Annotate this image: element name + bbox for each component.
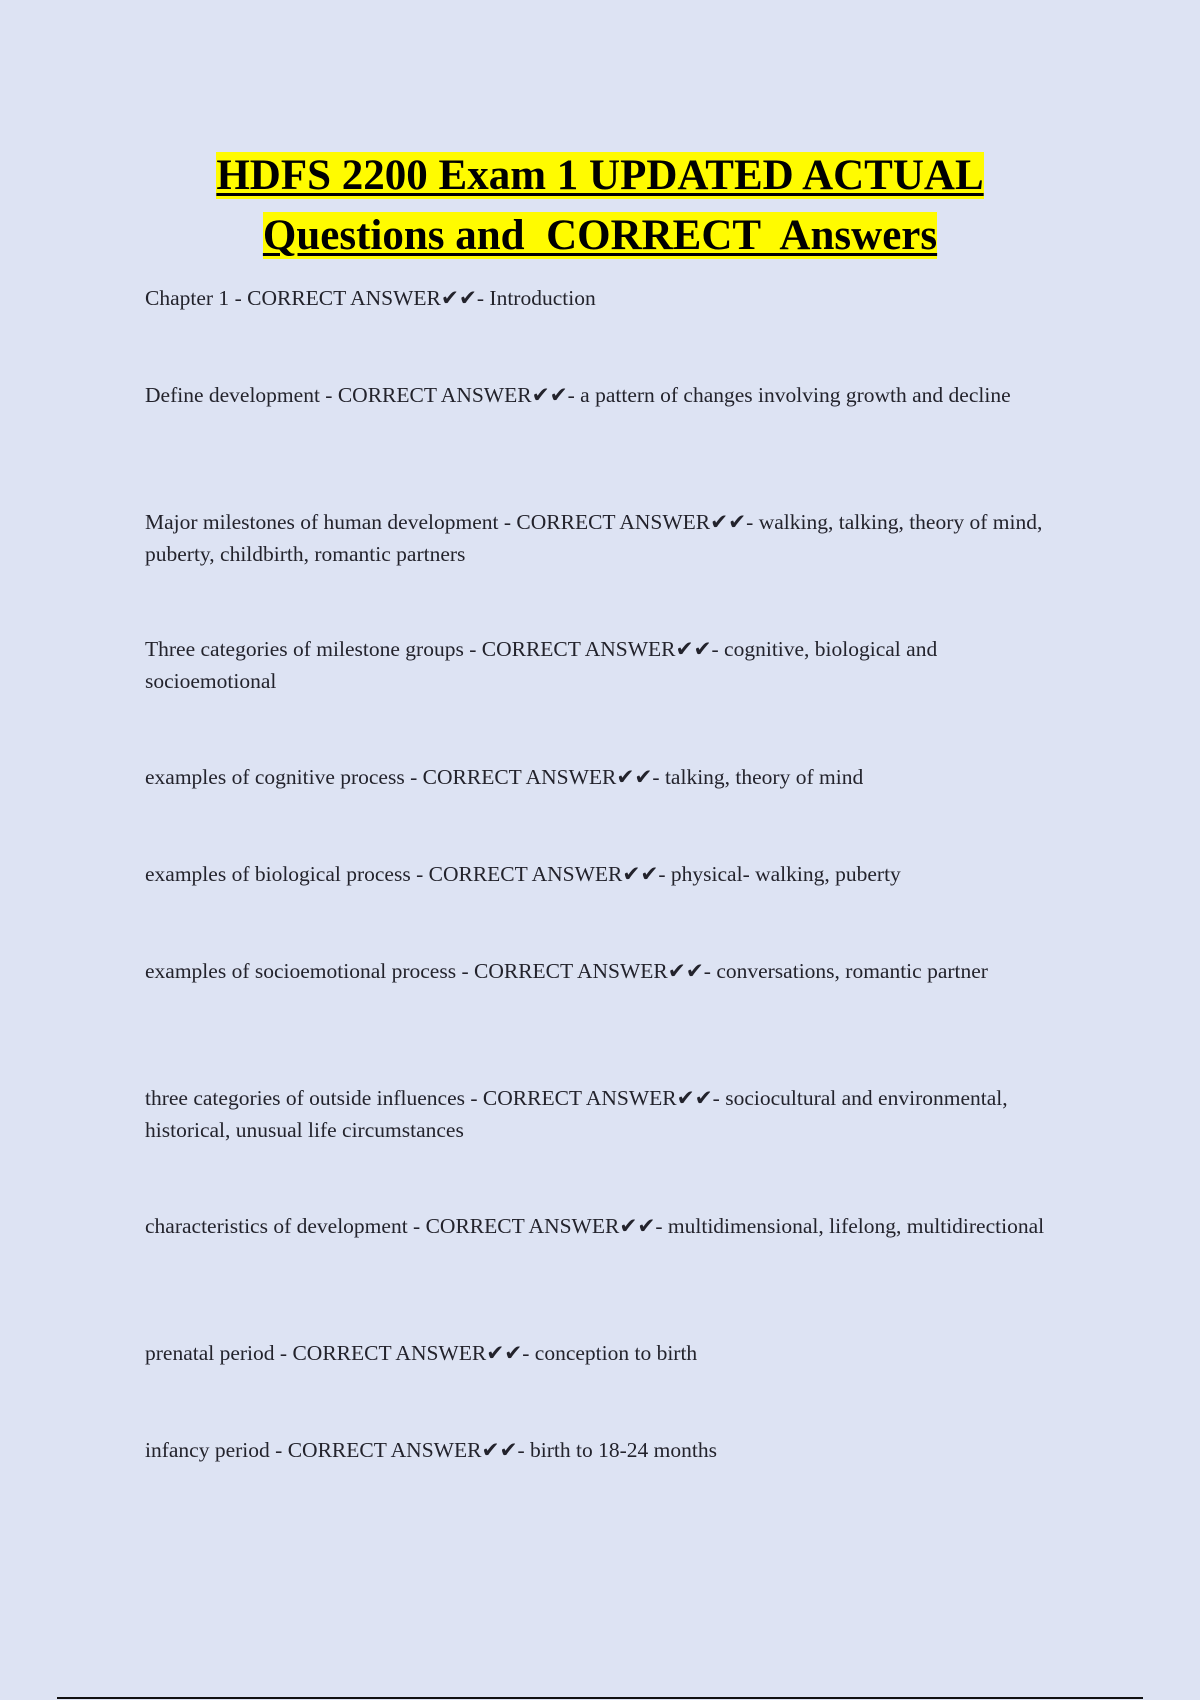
qa-separator: -: [407, 1214, 426, 1238]
qa-question: infancy period: [145, 1438, 270, 1462]
qa-marker: CORRECT ANSWER: [428, 862, 623, 886]
check-icon: ✔✔: [675, 637, 712, 661]
qa-item: [145, 633, 1065, 697]
qa-question: prenatal period: [145, 1341, 275, 1365]
qa-separator: -: [456, 959, 474, 983]
qa-item: [145, 1337, 1065, 1369]
qa-question: examples of cognitive process: [145, 765, 405, 789]
check-icon: ✔✔: [481, 1438, 518, 1462]
qa-marker: CORRECT ANSWER: [422, 765, 617, 789]
qa-marker: CORRECT ANSWER: [474, 959, 668, 983]
qa-answer: a pattern of changes involving growth and decline: [580, 383, 1011, 407]
qa-answer: sociocultural and environmental, historical, unusual life circumstances: [145, 1086, 1008, 1142]
qa-marker: CORRECT ANSWER: [481, 637, 676, 661]
qa-marker: CORRECT ANSWER: [425, 1214, 620, 1238]
check-icon: ✔✔: [676, 1086, 713, 1110]
qa-answer: talking, theory of mind: [664, 765, 864, 789]
qa-marker: CORRECT ANSWER: [337, 383, 532, 407]
qa-separator: -: [463, 637, 482, 661]
qa-separator: -: [410, 862, 429, 886]
qa-separator: -: [274, 1341, 293, 1365]
check-icon: ✔✔: [710, 510, 747, 534]
title-line-1: HDFS 2200 Exam 1 UPDATED ACTUAL: [216, 152, 984, 199]
qa-answer: conception to birth: [534, 1341, 698, 1365]
page-divider: [57, 1697, 1143, 1699]
qa-question: Three categories of milestone groups: [145, 637, 464, 661]
qa-item: [145, 506, 1065, 570]
qa-separator: -: [476, 286, 490, 310]
qa-marker: CORRECT ANSWER: [482, 1086, 677, 1110]
qa-question: examples of socioemotional process: [145, 959, 457, 983]
qa-question: Major milestones of human development: [145, 510, 499, 534]
qa-separator: -: [464, 1086, 483, 1110]
qa-answer: conversations, romantic partner: [716, 959, 988, 983]
qa-marker: CORRECT ANSWER: [247, 286, 441, 310]
qa-answer: walking, talking, theory of mind, puberty, childbirth, romantic partners: [145, 510, 1043, 566]
qa-separator: -: [517, 1438, 531, 1462]
qa-item: [145, 282, 1065, 314]
qa-item: [145, 761, 1065, 793]
document-title: [145, 146, 1055, 266]
check-icon: ✔✔: [622, 862, 659, 886]
qa-separator: -: [655, 1214, 668, 1238]
check-icon: ✔✔: [667, 959, 704, 983]
check-icon: ✔✔: [486, 1341, 523, 1365]
qa-answer: cognitive, biological and socioemotional: [145, 637, 938, 693]
qa-separator: -: [652, 765, 665, 789]
qa-separator: -: [703, 959, 717, 983]
qa-item: [145, 1210, 1065, 1242]
qa-separator: -: [712, 1086, 726, 1110]
qa-question: Define development: [145, 383, 320, 407]
qa-separator: -: [711, 637, 725, 661]
title-line-2: Questions and CORRECT Answers: [262, 212, 938, 259]
qa-question: three categories of outside influences: [145, 1086, 465, 1110]
qa-separator: -: [319, 383, 338, 407]
check-icon: ✔✔: [531, 383, 568, 407]
qa-item: [145, 858, 1065, 890]
check-icon: ✔✔: [619, 1214, 656, 1238]
qa-separator: -: [658, 862, 671, 886]
qa-separator: -: [498, 510, 517, 534]
qa-question: Chapter 1: [145, 286, 230, 310]
qa-marker: CORRECT ANSWER: [516, 510, 711, 534]
qa-item: [145, 1434, 1065, 1466]
qa-item: [145, 955, 1065, 987]
qa-item: [145, 379, 1065, 411]
qa-separator: -: [746, 510, 759, 534]
qa-marker: CORRECT ANSWER: [287, 1438, 482, 1462]
qa-item: [145, 1082, 1065, 1146]
qa-question: examples of biological process: [145, 862, 411, 886]
qa-answer: multidimensional, lifelong, multidirectional: [667, 1214, 1045, 1238]
check-icon: ✔✔: [616, 765, 653, 789]
qa-marker: CORRECT ANSWER: [292, 1341, 487, 1365]
qa-answer: physical- walking, puberty: [670, 862, 901, 886]
qa-answer: Introduction: [489, 286, 596, 310]
qa-question: characteristics of development: [145, 1214, 408, 1238]
qa-separator: -: [229, 286, 248, 310]
qa-separator: -: [404, 765, 423, 789]
qa-answer: birth to 18-24 months: [530, 1438, 717, 1462]
qa-separator: -: [269, 1438, 288, 1462]
qa-separator: -: [522, 1341, 535, 1365]
qa-separator: -: [567, 383, 581, 407]
check-icon: ✔✔: [440, 286, 477, 310]
